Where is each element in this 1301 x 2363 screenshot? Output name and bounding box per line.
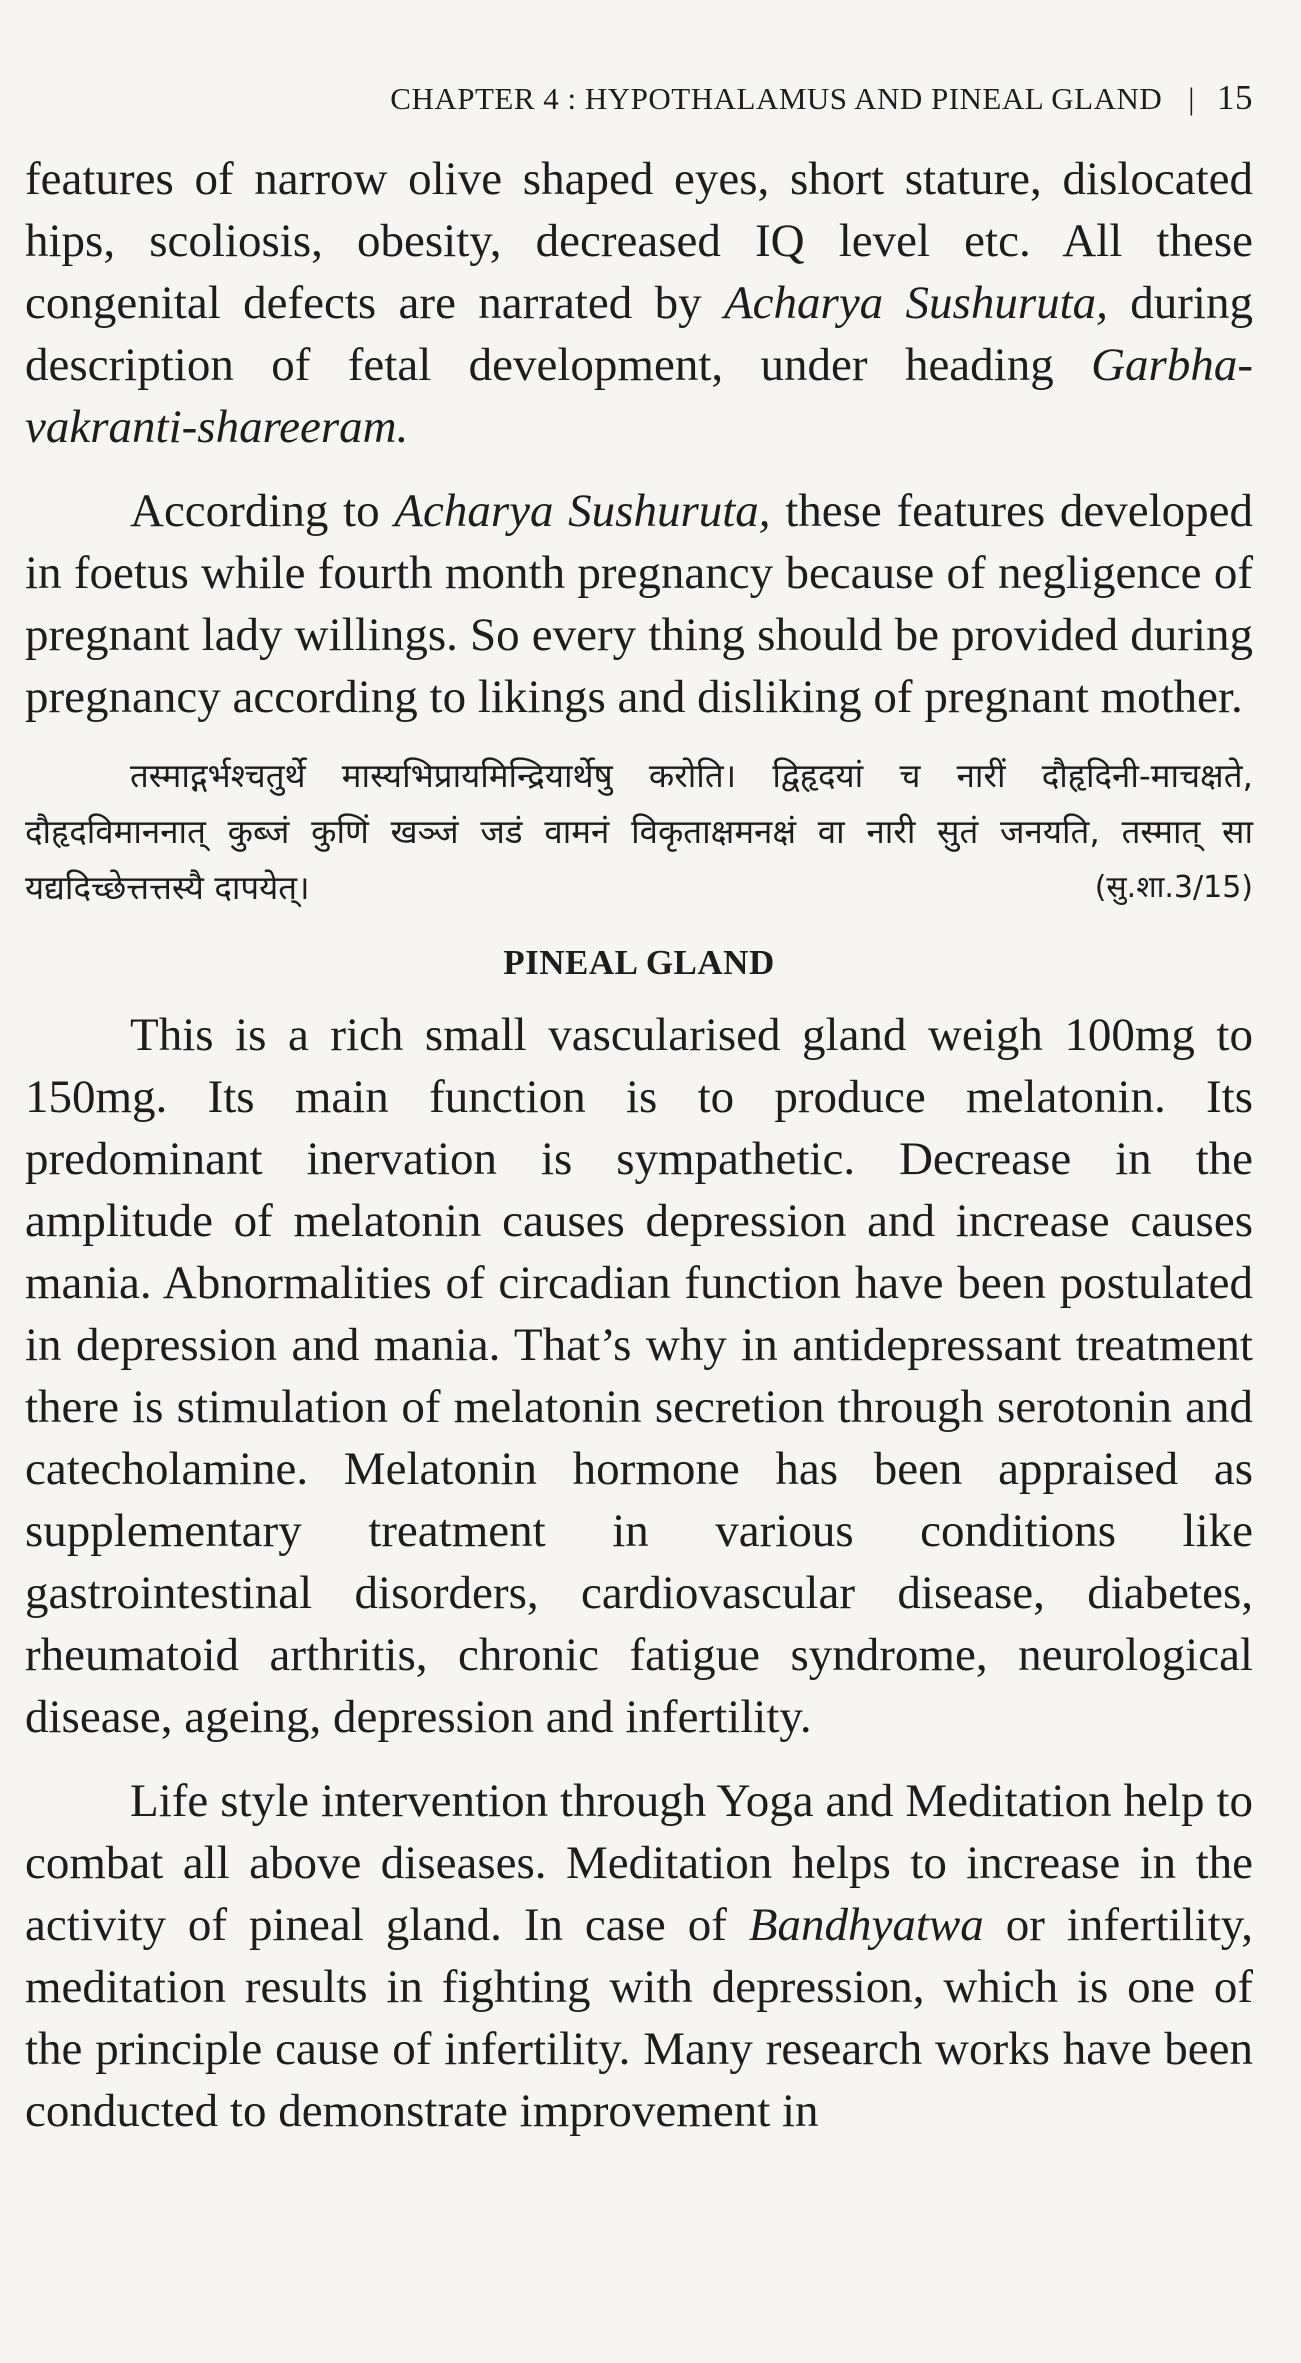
paragraph-text: features of narrow olive shaped eyes, short stature, dislocated hips, scoliosis, obesity, decreased IQ level etc. All these congenital defects are narrated by — [25, 153, 1253, 329]
paragraph-continued — [25, 148, 1253, 458]
sanskrit-verse — [25, 748, 1253, 916]
chapter-title: CHAPTER 4 : HYPOTHALAMUS AND PINEAL GLAND — [390, 81, 1163, 116]
sanskrit-text: तस्माद्गर्भश्चतुर्थे मास्यभिप्रायमिन्द्रियार्थेषु करोति। द्विहृदयां च नारीं दौहृदिनी-माचक्षते, दौहृदविमाननात् कुब्जं कुणिं खञ्जं जडं वामनं विकृताक्षमनक्षं वा नारी सुतं जनयति, तस्मात् सा यद्यदिच्छेत्तत्तस्यै दापयेत्। — [25, 756, 1253, 907]
header-separator: | — [1188, 81, 1195, 116]
section-heading: PINEAL GLAND — [503, 943, 775, 982]
running-header — [390, 78, 1253, 118]
page-number: 15 — [1217, 78, 1253, 117]
paragraph-sushruta — [25, 480, 1253, 728]
paragraph-text: This is a rich small vascularised gland weigh 100mg to 150mg. Its main function is to produce melatonin. Its predominant inervation is sympathetic. Decrease in the amplitude of melatonin causes depression and increase causes mania. Abnormalities of circadian function have been postulated in depression and mania. That’s why in antidepressant treatment there is stimulation of melatonin secretion through serotonin and catecholamine. Melatonin hormone has been appraised as supplementary treatment in various conditions like gastrointestinal disorders, cardiovascular disease, diabetes, rheumatoid arthritis, chronic fatigue syndrome, neurological disease, ageing, depression and infertility. — [25, 1009, 1253, 1743]
paragraph-pineal — [25, 1004, 1253, 1748]
paragraph-text: Life style intervention through Yoga and Meditation help to combat all above diseases. Meditation helps to increase in the activity of pineal gland. In case of — [25, 1775, 1253, 1951]
paragraph-text: these features developed in foetus while fourth month pregnancy because of negligence of pregnant lady willings. So every thing should be provided during pregnancy according to likings and disliking of pregnant mother. — [25, 485, 1253, 723]
italic-term: Acharya Sushuruta, — [394, 485, 771, 537]
paragraph-text: during description of fetal development, under heading — [25, 277, 1253, 391]
paragraph-lifestyle — [25, 1770, 1253, 2142]
italic-term: Acharya Sushuruta, — [723, 277, 1108, 329]
page-content — [25, 148, 1253, 2142]
paragraph-text: or infertility, meditation results in fighting with depression, which is one of the principle cause of infertility. Many research works have been conducted to demonstrate improvement in — [25, 1899, 1253, 2137]
paragraph-text: According to — [130, 485, 395, 537]
italic-term: Garbha-vakranti-shareeram. — [25, 339, 1253, 453]
verse-reference: (सु.शा.3/15) — [1094, 870, 1253, 905]
italic-term: Bandhyatwa — [748, 1899, 984, 1951]
